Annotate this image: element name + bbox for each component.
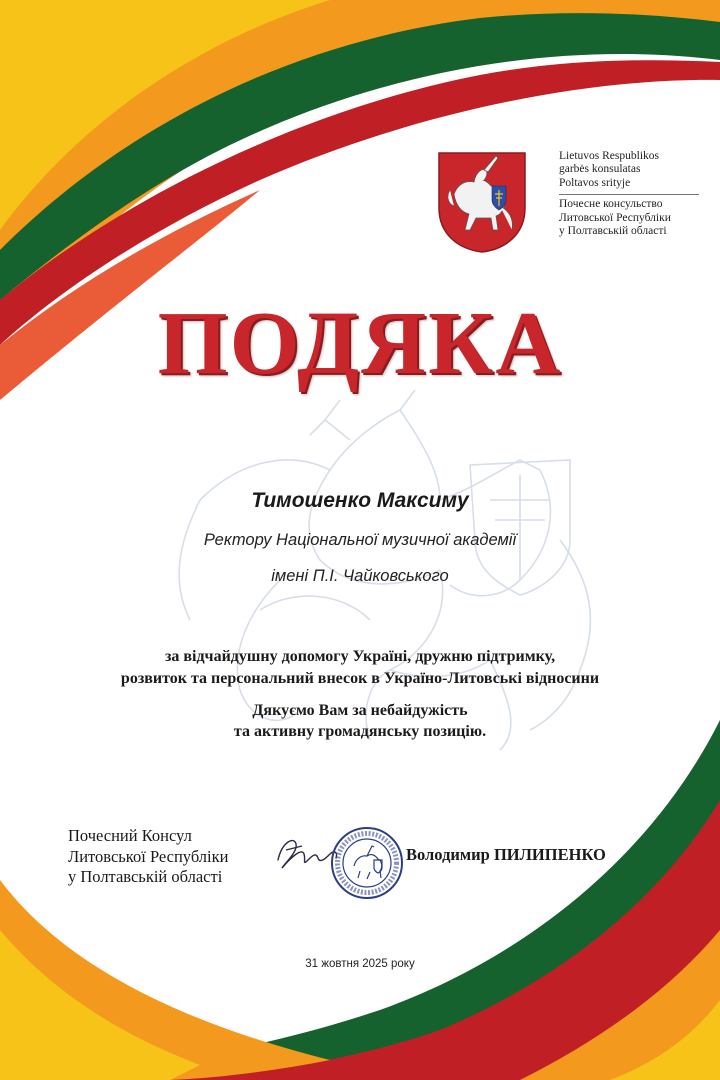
consulate-lt-line-3: Poltavos srityje [559, 176, 631, 189]
consulate-ua-line-1: Почесне консульство [559, 198, 663, 211]
certificate-title: ПОДЯКА [157, 294, 563, 393]
reason-line-2: розвиток та персональний внесок в Україно-Литовські відносини [120, 670, 600, 687]
signatory-title [68, 826, 228, 888]
recipient-position-line-2: імені П.І. Чайковського [271, 567, 449, 585]
reason-line-1: за відчайдушну допомогу Україні, дружню підтримку, [164, 648, 556, 665]
recipient-name: Тимошенко Максиму [251, 489, 469, 512]
signatory-title-line-2: Литовської Республіки [68, 846, 229, 866]
consulate-lt-line-2: garbės konsulatas [559, 163, 641, 176]
consulate-divider [559, 194, 699, 195]
thanks-text [0, 700, 720, 742]
signatory-title-line-1: Почесний Консул [68, 826, 192, 845]
consulate-ua-line-2: Литовської Республіки [559, 211, 671, 224]
reason-text [0, 646, 720, 690]
signatory-title-line-3: у Полтавській області [68, 867, 223, 886]
consulate-header [559, 150, 709, 238]
recipient-position-line-1: Ректору Національної музичної академії [203, 531, 517, 549]
consulate-ua-line-3: у Полтавській області [559, 225, 667, 238]
certificate-date: 31 жовтня 2025 року [305, 958, 415, 970]
thanks-line-1: Дякуємо Вам за небайдужість [252, 702, 468, 719]
consulate-seal [330, 826, 404, 900]
thanks-line-2: та активну громадянську позицію. [233, 723, 487, 740]
vytis-coat-of-arms [436, 150, 528, 254]
consulate-lt-line-1: Lietuvos Respublikos [559, 150, 659, 162]
signatory-name: Володимир ПИЛИПЕНКО [406, 845, 606, 864]
